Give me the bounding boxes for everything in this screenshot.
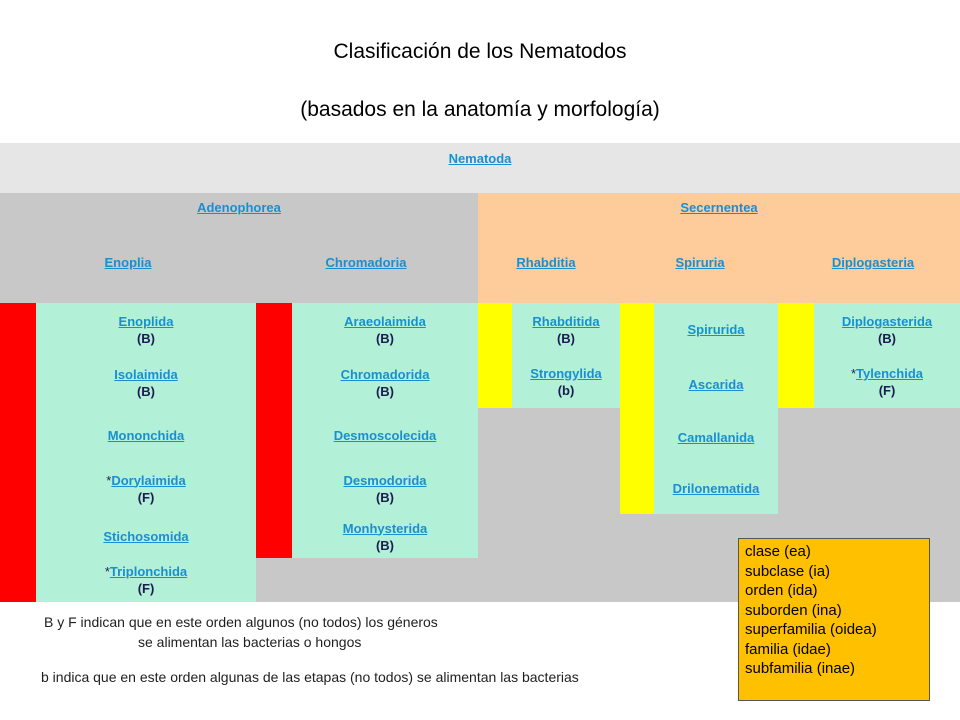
dorylaimida-tag: (F) — [137, 489, 155, 505]
note-bf-line-2: se alimentan las bacterias o hongos — [138, 634, 362, 650]
diplogasteria-link[interactable]: Diplogasteria — [831, 254, 915, 270]
enoplia-marker-red — [0, 303, 36, 602]
phylum-nematoda-link[interactable]: Nematoda — [448, 150, 512, 166]
order-enoplida — [36, 303, 256, 356]
dorylaimida-star: * — [106, 472, 112, 488]
title-line-1: Clasificación de los Nematodos — [333, 40, 627, 63]
camallanida-link[interactable]: Camallanida — [677, 429, 755, 445]
diplogasterida-tag: (B) — [877, 330, 897, 346]
order-drilonematida — [654, 462, 778, 514]
desmoscolecida-link[interactable]: Desmoscolecida — [333, 428, 437, 443]
order-isolaimida — [36, 356, 256, 409]
monhysterida-tag: (B) — [375, 537, 395, 553]
note-bf-line-1: B y F indican que en este orden algunos (no todos) los géneros — [44, 614, 438, 630]
legend-item-clase: clase (ea) — [745, 543, 811, 560]
rhabditia-link[interactable]: Rhabditia — [516, 254, 576, 270]
drilonematida-link[interactable]: Drilonematida — [672, 480, 760, 496]
enoplida-tag: (B) — [136, 330, 156, 346]
strongylida-tag: (b) — [557, 383, 575, 398]
subclass-diplogasteria — [786, 248, 960, 276]
araeolaimida-tag: (B) — [375, 330, 395, 346]
enoplia-link[interactable]: Enoplia — [104, 254, 152, 270]
order-tylenchida — [814, 356, 960, 408]
order-desmodorida — [292, 462, 478, 515]
diplogasteria-marker-yellow — [778, 303, 814, 408]
spirurida-link[interactable]: Spirurida — [687, 322, 745, 337]
legend-item-familia: familia (idae) — [745, 640, 831, 658]
chromadoria-marker-red — [256, 303, 292, 558]
desmodorida-link[interactable]: Desmodorida — [343, 472, 427, 488]
order-rhabditida — [512, 303, 620, 356]
secernentea-link[interactable]: Secernentea — [680, 199, 758, 215]
subclass-enoplia — [0, 248, 256, 276]
legend-item-subclase: subclase (ia) — [745, 562, 831, 580]
chromadorida-tag: (B) — [375, 383, 395, 399]
mononchida-link[interactable]: Mononchida — [107, 428, 185, 443]
class-secernentea — [478, 193, 960, 221]
rhabditida-link[interactable]: Rhabditida — [532, 313, 600, 329]
desmodorida-tag: (B) — [375, 489, 395, 505]
strongylida-link[interactable]: Strongylida — [530, 366, 602, 381]
order-araeolaimida — [292, 303, 478, 356]
order-strongylida — [512, 356, 620, 408]
rhabditia-marker-yellow — [478, 303, 512, 408]
triplonchida-link[interactable]: Triplonchida — [109, 564, 188, 579]
title-line-2: (basados en la anatomía y morfología) — [300, 98, 660, 121]
triplonchida-star: * — [104, 564, 110, 579]
taxonomy-legend — [738, 538, 930, 701]
tylenchida-link[interactable]: Tylenchida — [856, 366, 923, 381]
order-spirurida — [654, 303, 778, 356]
enoplida-link[interactable]: Enoplida — [118, 313, 174, 329]
chromadorida-link[interactable]: Chromadorida — [340, 366, 430, 382]
isolaimida-link[interactable]: Isolaimida — [114, 366, 178, 382]
araeolaimida-link[interactable]: Araeolaimida — [344, 313, 426, 329]
legend-item-subfamilia: subfamilia (inae) — [745, 660, 856, 677]
order-triplonchida — [36, 558, 256, 602]
order-ascarida — [654, 356, 778, 412]
dorylaimida-link[interactable]: Dorylaimida — [111, 472, 186, 488]
isolaimida-tag: (B) — [136, 383, 156, 399]
chromadoria-link[interactable]: Chromadoria — [325, 254, 407, 270]
spiruria-link[interactable]: Spiruria — [675, 254, 725, 270]
order-diplogasterida — [814, 303, 960, 356]
spiruria-marker-yellow — [620, 303, 654, 514]
phylum-cell — [0, 143, 960, 173]
diplogasterida-link[interactable]: Diplogasterida — [841, 313, 933, 329]
class-adenophorea — [0, 193, 478, 221]
stichosomida-link[interactable]: Stichosomida — [103, 529, 189, 544]
adenophorea-link[interactable]: Adenophorea — [197, 199, 281, 215]
tylenchida-star: * — [850, 366, 857, 381]
subclass-chromadoria — [256, 248, 476, 276]
monhysterida-link[interactable]: Monhysterida — [342, 520, 428, 536]
legend-item-orden: orden (ida) — [745, 582, 818, 599]
subclass-spiruria — [614, 248, 786, 276]
order-stichosomida — [36, 515, 256, 558]
legend-item-suborden: suborden (ina) — [745, 601, 842, 619]
tylenchida-tag: (F) — [878, 383, 896, 398]
note-b-line: b indica que en este orden algunas de las etapas (no todos) se alimentan las bacterias — [41, 669, 579, 685]
order-mononchida — [36, 409, 256, 462]
rhabditida-tag: (B) — [556, 330, 576, 346]
order-chromadorida — [292, 356, 478, 409]
triplonchida-tag: (F) — [137, 581, 155, 596]
order-desmoscolecida — [292, 409, 478, 462]
order-monhysterida — [292, 515, 478, 558]
ascarida-link[interactable]: Ascarida — [688, 376, 744, 392]
order-dorylaimida — [36, 462, 256, 515]
legend-item-superfamilia: superfamilia (oidea) — [745, 621, 877, 638]
order-camallanida — [654, 412, 778, 462]
subclass-rhabditia — [478, 248, 614, 276]
